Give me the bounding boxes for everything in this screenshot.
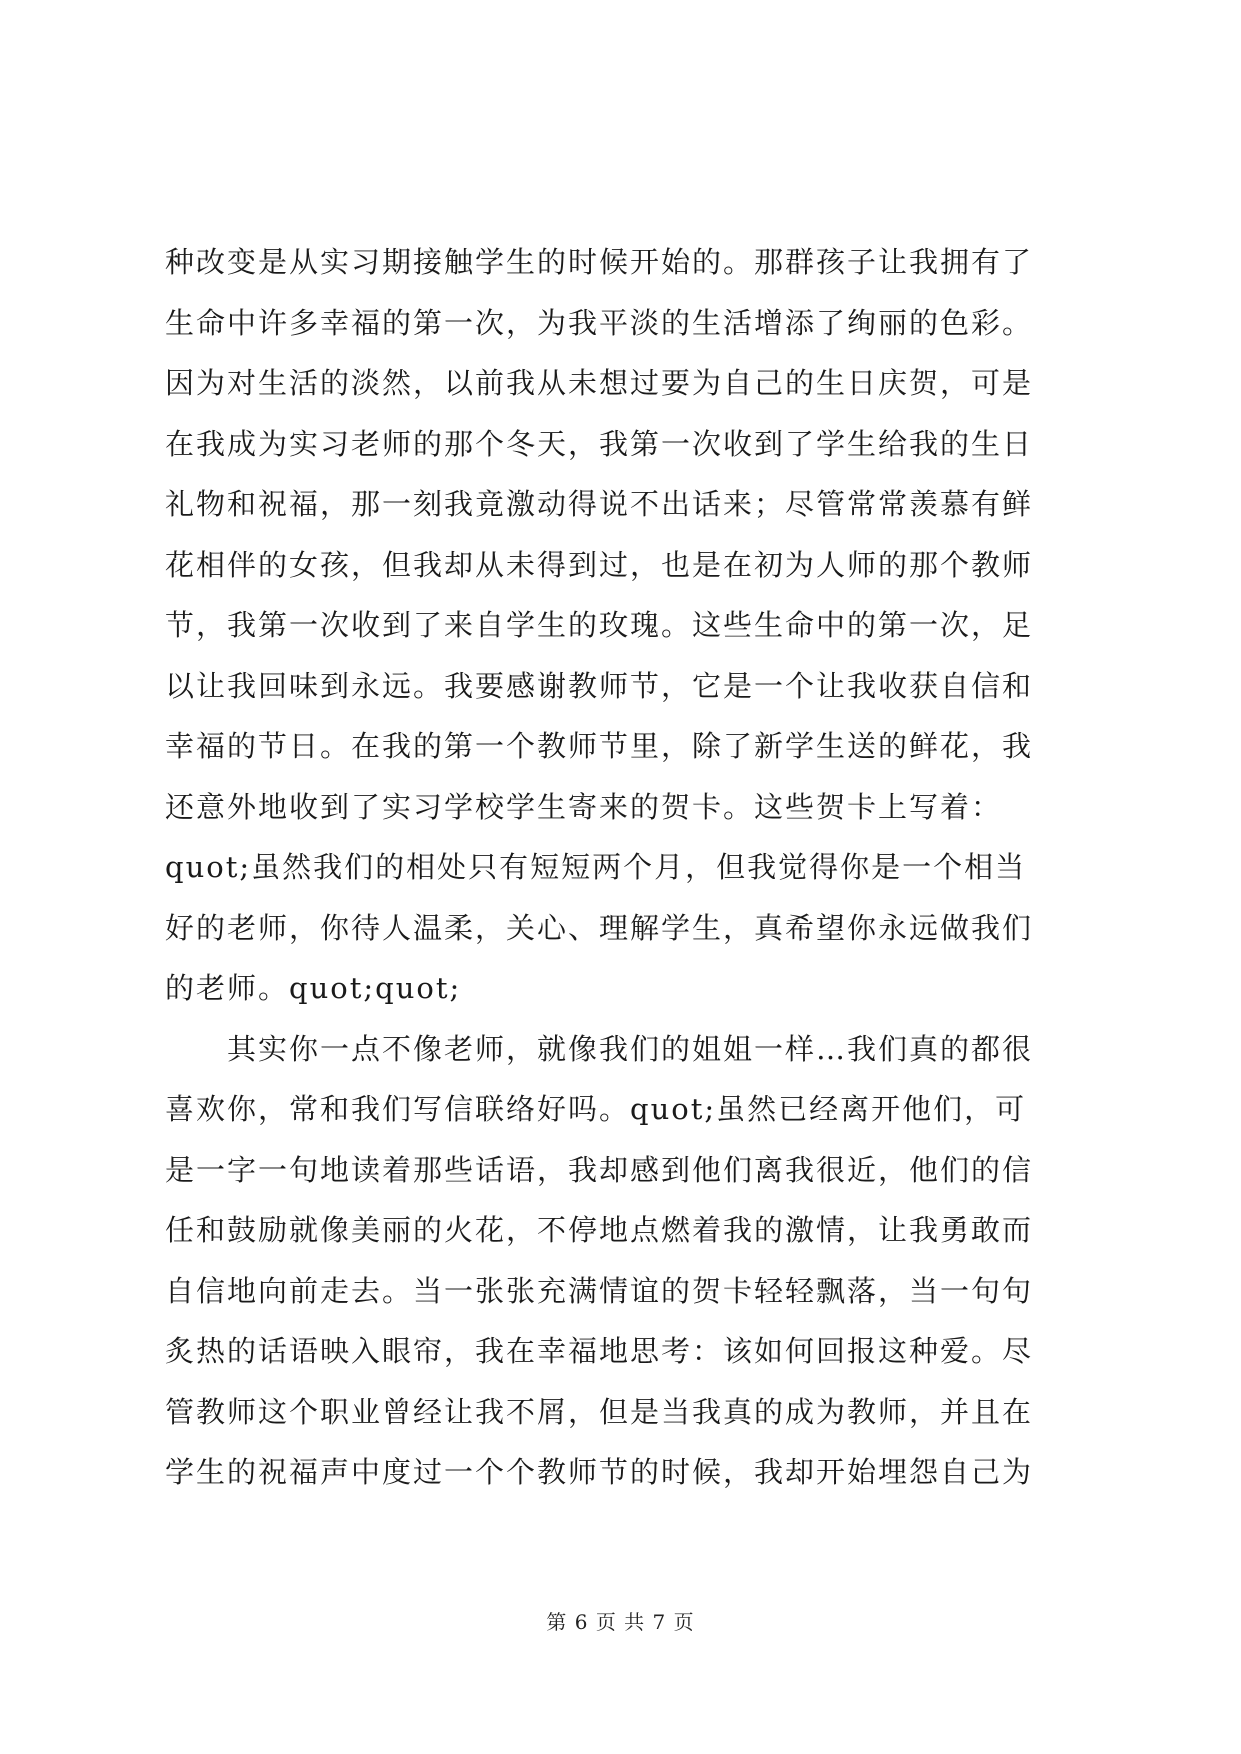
text-line: 种改变是从实习期接触学生的时候开始的。那群孩子让我拥有了 (165, 245, 1034, 279)
text-line: 生命中许多幸福的第一次，为我平淡的生活增添了绚丽的色彩。 (165, 305, 1034, 340)
text-line: 的老师。quot;quot; (165, 971, 462, 1005)
text-line: 花相伴的女孩，但我却从未得到过，也是在初为人师的那个教师 (165, 547, 1034, 582)
text-line: 炙热的话语映入眼帘，我在幸福地思考：该如何回报这种爱。尽 (165, 1334, 1034, 1368)
text-line: 自信地向前走去。当一张张充满情谊的贺卡轻轻飘落，当一句句 (165, 1273, 1034, 1308)
text-line: 节，我第一次收到了来自学生的玫瑰。这些生命中的第一次，足 (165, 608, 1034, 642)
text-line: quot;虽然我们的相处只有短短两个月，但我觉得你是一个相当 (165, 850, 1027, 884)
body-text (165, 232, 1085, 1503)
text-line: 管教师这个职业曾经让我不屑，但是当我真的成为教师，并且在 (165, 1394, 1034, 1429)
text-line: 喜欢你，常和我们写信联络好吗。quot;虽然已经离开他们，可 (165, 1092, 1027, 1126)
text-line: 幸福的节日。在我的第一个教师节里，除了新学生送的鲜花，我 (165, 729, 1034, 763)
text-line: 还意外地收到了实习学校学生寄来的贺卡。这些贺卡上写着： (165, 789, 1003, 824)
text-line: 好的老师，你待人温柔，关心、理解学生，真希望你永远做我们 (165, 910, 1034, 945)
text-line: 因为对生活的淡然，以前我从未想过要为自己的生日庆贺，可是 (165, 366, 1034, 400)
text-line: 任和鼓励就像美丽的火花，不停地点燃着我的激情，让我勇敢而 (165, 1213, 1034, 1247)
text-line: 礼物和祝福，那一刻我竟激动得说不出话来；尽管常常羡慕有鲜 (165, 487, 1034, 521)
page-number-footer: 第 6 页 共 7 页 (546, 1610, 695, 1634)
text-line: 在我成为实习老师的那个冬天，我第一次收到了学生给我的生日 (165, 426, 1034, 461)
text-line: 学生的祝福声中度过一个个教师节的时候，我却开始埋怨自己为 (165, 1455, 1034, 1489)
text-line: 其实你一点不像老师，就像我们的姐姐一样…我们真的都很 (165, 1031, 1034, 1066)
text-line: 以让我回味到永远。我要感谢教师节，它是一个让我收获自信和 (165, 668, 1034, 703)
text-line: 是一字一句地读着那些话语，我却感到他们离我很近，他们的信 (165, 1152, 1034, 1187)
